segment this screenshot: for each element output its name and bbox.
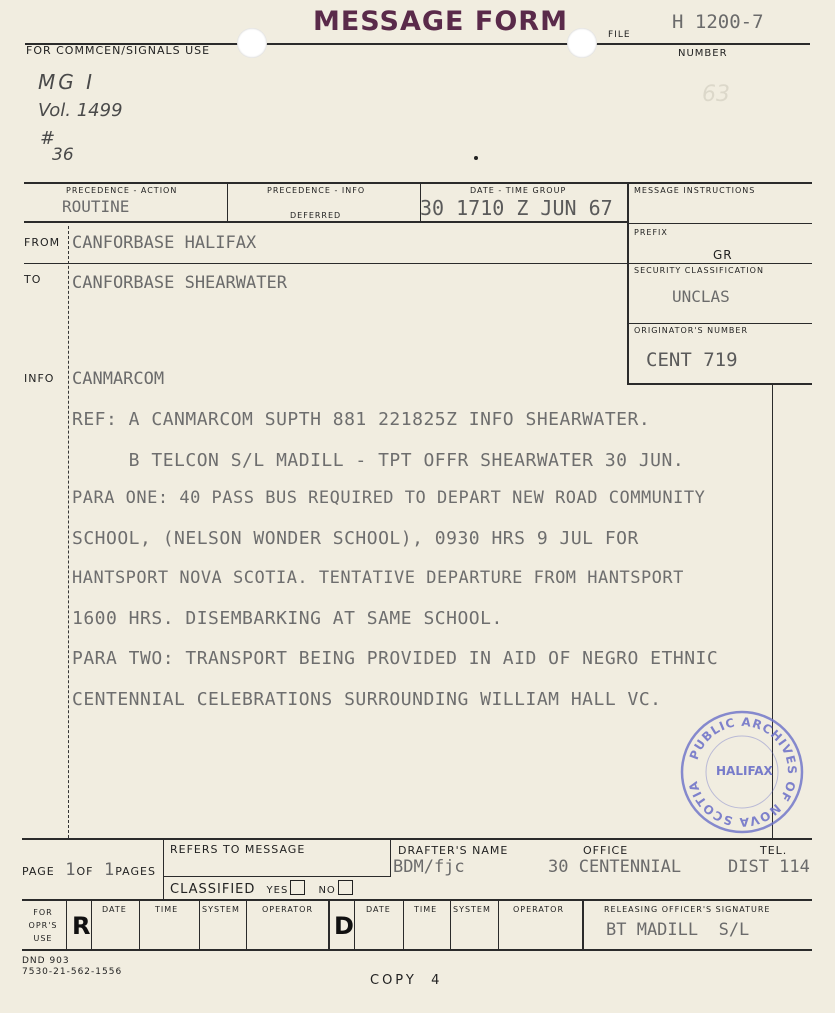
file-label: FILE [608, 30, 631, 40]
r-time-label: TIME [155, 905, 179, 914]
precedence-action-label: PRECEDENCE - ACTION [66, 186, 178, 195]
yes-checkbox[interactable] [290, 880, 305, 895]
message-line-2: B TELCON S/L MADILL - TPT OFFR SHEARWATER 30 JUN. [72, 450, 685, 471]
opr-use-label [22, 906, 64, 945]
d-date-label: DATE [366, 905, 391, 914]
opr-div-7 [354, 900, 355, 950]
releasing-label: RELEASING OFFICER'S SIGNATURE [604, 905, 771, 914]
opr-div-3 [139, 900, 140, 950]
footer-refers-rule [163, 876, 391, 877]
originator-value: CENT 719 [646, 349, 738, 371]
classified-row [170, 880, 353, 897]
r-date-label: DATE [102, 905, 127, 914]
message-line-7: PARA TWO: TRANSPORT BEING PROVIDED IN AID OF NEGRO ETHNIC [72, 648, 719, 669]
stamp-center-text: HALIFAX [716, 764, 773, 778]
office-value: 30 CENTENNIAL [548, 857, 682, 877]
originator-label: ORIGINATOR'S NUMBER [634, 326, 749, 335]
no-checkbox[interactable] [338, 880, 353, 895]
opr-div-6 [328, 900, 330, 950]
refers-label: REFERS TO MESSAGE [170, 843, 306, 856]
no-label: NO [318, 885, 336, 896]
dtg-value: 30 1710 Z JUN 67 [420, 196, 613, 220]
d-system-label: SYSTEM [453, 905, 491, 914]
prefix-label: PREFIX [634, 228, 668, 237]
message-instructions-label: MESSAGE INSTRUCTIONS [634, 186, 756, 195]
right-panel-rule-2 [628, 263, 812, 264]
from-value: CANFORBASE HALIFAX [72, 233, 257, 253]
releasing-value: BT MADILL S/L [606, 920, 750, 940]
file-number: H 1200-7 [672, 11, 764, 33]
dtg-label: DATE - TIME GROUP [470, 186, 567, 195]
right-panel-rule-3 [628, 323, 812, 324]
r-operator-label: OPERATOR [262, 905, 314, 914]
handwritten-mg: MG I [38, 70, 96, 94]
office-label: OFFICE [583, 844, 629, 857]
prefix-value: GR [713, 248, 733, 262]
precedence-top-rule [24, 182, 812, 184]
commcen-label: FOR COMMCEN/SIGNALS USE [26, 44, 211, 57]
opr-label-use: USE [33, 934, 53, 943]
precedence-action-value: ROUTINE [62, 197, 130, 216]
footer-top-rule [22, 838, 812, 840]
ink-dot [474, 156, 478, 160]
handwritten-volume: Vol. 1499 [38, 100, 123, 121]
opr-div-1 [66, 900, 67, 950]
r-letter: R [72, 912, 91, 940]
drafter-value: BDM/fjc [393, 857, 465, 877]
stock-number: 7530-21-562-1556 [22, 967, 123, 977]
message-line-6: 1600 HRS. DISEMBARKING AT SAME SCHOOL. [72, 608, 503, 629]
page-word: PAGE [22, 865, 55, 878]
opr-div-11 [582, 900, 584, 950]
right-panel-top-rule [628, 223, 812, 224]
message-line-3: PARA ONE: 40 PASS BUS REQUIRED TO DEPART NEW ROAD COMMUNITY [72, 488, 706, 508]
message-line-4: SCHOOL, (NELSON WONDER SCHOOL), 0930 HRS 9 JUL FOR [72, 528, 639, 549]
security-value: UNCLAS [672, 287, 730, 306]
number-label: NUMBER [678, 48, 728, 59]
security-label: SECURITY CLASSIFICATION [634, 266, 764, 275]
archives-stamp [678, 708, 806, 836]
precedence-info-value: DEFERRED [290, 211, 342, 220]
info-label: INFO [24, 372, 55, 385]
d-operator-label: OPERATOR [513, 905, 565, 914]
to-value: CANFORBASE SHEARWATER [72, 273, 287, 293]
to-label: TO [24, 273, 42, 286]
info-value: CANMARCOM [72, 369, 165, 389]
punch-hole-right [567, 28, 597, 58]
opr-label-oprs: OPR'S [28, 921, 58, 930]
handwritten-number: 36 [52, 145, 74, 165]
drafter-label: DRAFTER'S NAME [398, 844, 509, 857]
opr-div-4 [199, 900, 200, 950]
operator-top-rule [22, 899, 812, 901]
margin-dotted-line [68, 226, 69, 838]
message-line-1: REF: A CANMARCOM SUPTH 881 221825Z INFO SHEARWATER. [72, 409, 651, 430]
pages-word: PAGES [115, 865, 156, 878]
page-label [22, 860, 156, 880]
svg-text:PUBLIC ARCHIVES OF NOVA SCOTIA: PUBLIC ARCHIVES OF NOVA SCOTIA [685, 714, 800, 830]
precedence-bottom-rule [24, 221, 628, 223]
from-label: FROM [24, 236, 61, 249]
opr-div-9 [450, 900, 451, 950]
dnd-form-number: DND 903 [22, 956, 70, 966]
copy-number: COPY 4 [370, 973, 443, 988]
d-letter: D [334, 912, 354, 940]
precedence-info-label: PRECEDENCE - INFO [267, 186, 366, 195]
of-word: OF [76, 865, 94, 878]
precedence-divider-3 [627, 183, 629, 385]
opr-div-2 [91, 900, 92, 950]
tel-value: DIST 114 [728, 857, 810, 877]
classified-label: CLASSIFIED [170, 882, 256, 897]
footer-divider-refers [390, 839, 391, 877]
message-line-5: HANTSPORT NOVA SCOTIA. TENTATIVE DEPARTURE FROM HANTSPORT [72, 568, 684, 588]
r-system-label: SYSTEM [202, 905, 240, 914]
punch-hole-left [237, 28, 267, 58]
operator-bottom-rule [22, 949, 812, 951]
handwritten-faint: 63 [702, 82, 730, 107]
footer-divider-page [163, 839, 164, 899]
pages-total: 1 [104, 860, 116, 880]
d-time-label: TIME [414, 905, 438, 914]
from-row-rule-top [24, 263, 628, 264]
right-panel-bottom-rule [628, 383, 812, 385]
opr-div-8 [403, 900, 404, 950]
form-title: MESSAGE FORM [313, 6, 568, 37]
yes-label: YES [266, 885, 289, 896]
opr-div-5 [246, 900, 247, 950]
opr-label-for: FOR [33, 908, 53, 917]
precedence-divider-1 [227, 183, 228, 222]
handwritten-hash: # [40, 128, 56, 149]
tel-label: TEL. [760, 844, 788, 857]
opr-div-10 [498, 900, 499, 950]
page-number: 1 [65, 860, 77, 880]
message-line-8: CENTENNIAL CELEBRATIONS SURROUNDING WILLIAM HALL VC. [72, 689, 662, 710]
